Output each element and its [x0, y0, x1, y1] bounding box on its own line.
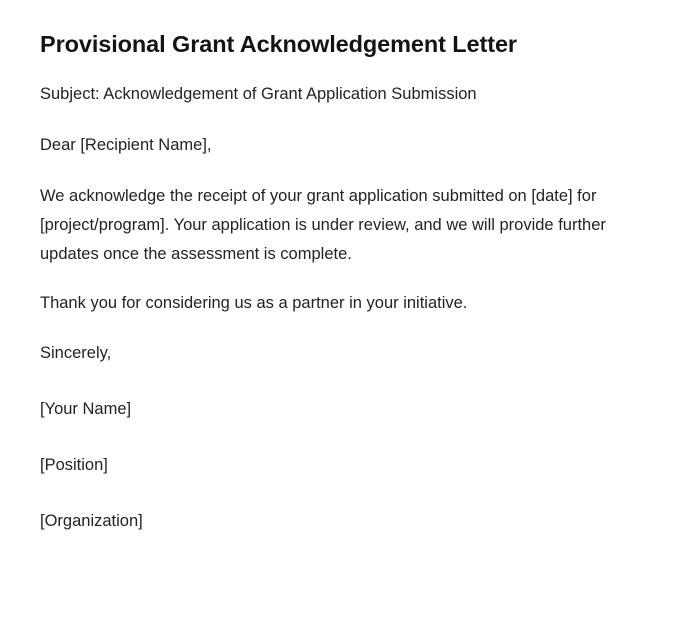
closing-paragraph: Thank you for considering us as a partner in your initiative.	[40, 293, 468, 312]
sign-off: Sincerely,	[40, 344, 112, 363]
signature-name: [Your Name]	[40, 400, 132, 419]
signature-position: [Position]	[40, 456, 108, 475]
salutation: Dear [Recipient Name],	[40, 136, 212, 155]
body-paragraph: We acknowledge the receipt of your grant application submitted on [date] for [project/program]. Your application is under review, and we will provide further updates once the assessment is complete.	[40, 186, 606, 263]
subject-line: Subject: Acknowledgement of Grant Application Submission	[40, 85, 477, 104]
signature-organization: [Organization]	[40, 512, 143, 531]
page-title: Provisional Grant Acknowledgement Letter	[40, 31, 517, 57]
